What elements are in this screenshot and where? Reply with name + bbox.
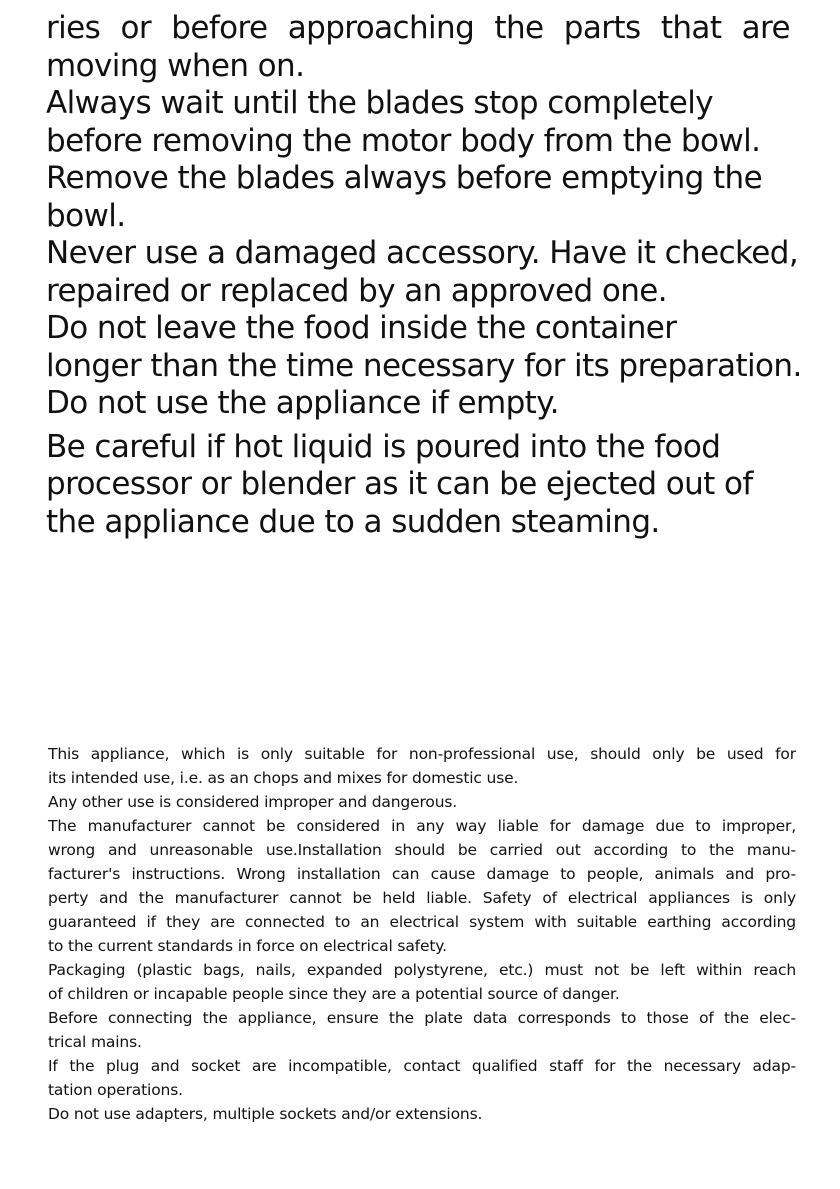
warning-line: before removing the motor body from the bowl. (46, 122, 761, 159)
warning-line: longer than the time necessary for its preparation. (46, 347, 802, 384)
warning-line: Be careful if hot liquid is poured into the food (46, 428, 721, 465)
notice-line: Do not use adapters, multiple sockets and/or extensions. (48, 1105, 483, 1123)
notice-line: If the plug and socket are incompatible, contact qualified staff for the necessary adap- (48, 1057, 796, 1075)
warning-line: Do not use the appliance if empty. (46, 385, 559, 421)
notice-line: This appliance, which is only suitable for non-professional use, should only be used for (48, 745, 796, 763)
notice-line: The manufacturer cannot be considered in any way liable for damage due to improper, (48, 817, 796, 835)
notice-line: Packaging (plastic bags, nails, expanded polystyrene, etc.) must not be left within reach (48, 961, 796, 979)
notice-line: guaranteed if they are connected to an electrical system with suitable earthing according (48, 913, 796, 931)
notice-line: perty and the manufacturer cannot be held liable. Safety of electrical appliances is only (48, 889, 796, 907)
notice-line: facturer's instructions. Wrong installation can cause damage to people, animals and pro- (48, 865, 796, 883)
notice-line: wrong and unreasonable use.Installation should be carried out according to the manu- (48, 841, 796, 859)
notice-line: its intended use, i.e. as an chops and mixes for domestic use. (48, 769, 519, 787)
warning-line: moving when on. (46, 47, 305, 84)
notice-line: to the current standards in force on electrical safety. (48, 937, 447, 955)
notice-line: Before connecting the appliance, ensure the plate data corresponds to those of the elec- (48, 1009, 796, 1027)
warning-line: Do not leave the food inside the container (46, 310, 677, 346)
warning-line: repaired or replaced by an approved one. (46, 272, 667, 309)
warning-line: processor or blender as it can be ejected out of (46, 466, 753, 502)
notice-line: trical mains. (48, 1033, 142, 1051)
notice-line: Any other use is considered improper and dangerous. (48, 793, 458, 811)
usage-notice-section (48, 742, 796, 1126)
warning-line: Always wait until the blades stop completely (46, 85, 713, 121)
notice-line: tation operations. (48, 1081, 183, 1099)
safety-warnings-section (46, 10, 836, 541)
warning-line: Remove the blades always before emptying the (46, 160, 763, 196)
warning-line: bowl. (46, 197, 126, 234)
warning-line: ries or before approaching the parts that are (46, 10, 790, 46)
warning-line: the appliance due to a sudden steaming. (46, 503, 660, 540)
warning-line: Never use a damaged accessory. Have it checked, (46, 235, 799, 271)
notice-line: of children or incapable people since they are a potential source of danger. (48, 985, 620, 1003)
